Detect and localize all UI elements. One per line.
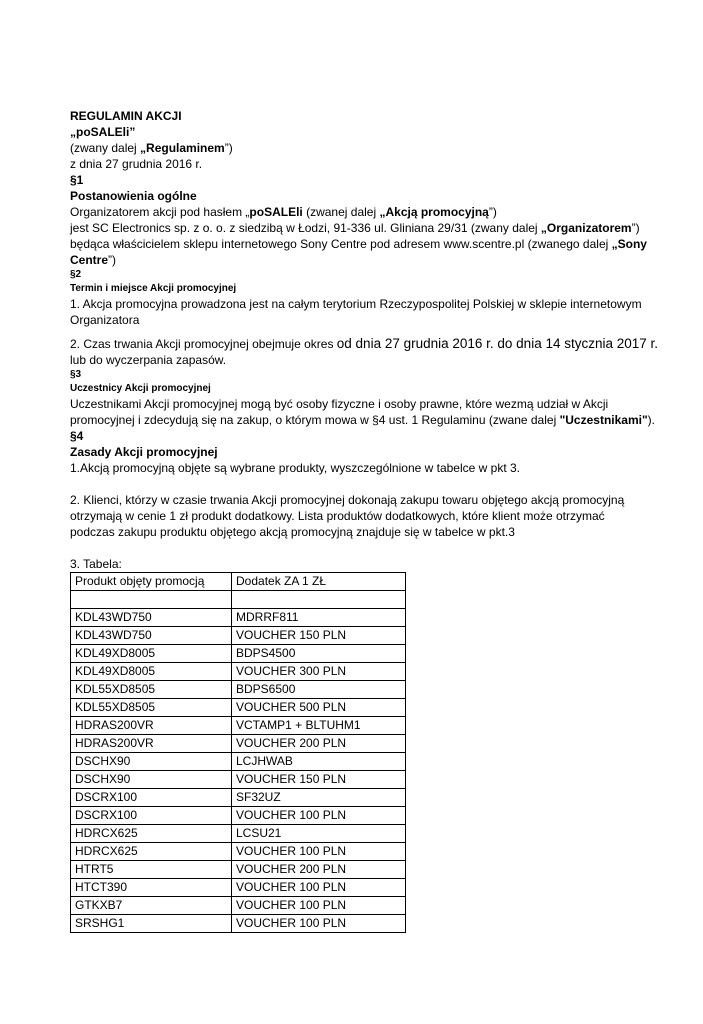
table-cell-addon: LCSU21: [232, 825, 406, 843]
section-4-para-2-line-2: otrzymają w cenie 1 zł produkt dodatkowy. Lista produktów dodatkowych, które klient może otrzymać: [70, 509, 605, 523]
table-row: [71, 807, 406, 825]
section-2-para-1-line-1: 1. Akcja promocyjna prowadzona jest na całym terytorium Rzeczypospolitej Polskiej w sklepie internetowym: [70, 297, 642, 311]
table-row: [71, 753, 406, 771]
table-cell-addon: SF32UZ: [232, 789, 406, 807]
section-1-line-3: będąca właścicielem sklepu internetowego Sony Centre pod adresem www.scentre.pl (zwanego dalej „Sony: [70, 237, 647, 251]
table-row: [71, 681, 406, 699]
section-2-number: §2: [70, 269, 82, 280]
section-1-line-1: Organizatorem akcji pod hasłem „poSALEli (zwanej dalej „Akcją promocyjną”): [70, 205, 497, 219]
title-alias: (zwany dalej „Regulaminem”): [70, 141, 233, 155]
section-4-heading: Zasady Akcji promocyjnej: [70, 445, 218, 459]
table-cell-addon: VOUCHER 100 PLN: [232, 879, 406, 897]
section-1-number: §1: [70, 173, 84, 187]
section-1-line-4: Centre”): [70, 253, 117, 267]
table-cell-addon: VOUCHER 100 PLN: [232, 843, 406, 861]
table-caption: 3. Tabela:: [70, 557, 122, 571]
table-cell-product: [71, 591, 232, 609]
section-4-para-2-line-1: 2. Klienci, którzy w czasie trwania Akcji promocyjnej dokonają zakupu towaru objętego akcją promocyjną: [70, 493, 625, 507]
title-date: z dnia 27 grudnia 2016 r.: [70, 157, 203, 171]
table-row: [71, 645, 406, 663]
table-row: [71, 897, 406, 915]
table-cell-product: DSCRX100: [71, 807, 232, 825]
section-4-para-2-line-3: podczas zakupu produktu objętego akcją promocyjną znajduje się w tabelce w pkt.3: [70, 525, 515, 539]
table-cell-product: HTCT390: [71, 879, 232, 897]
table-row: [71, 825, 406, 843]
table-cell-product: DSCRX100: [71, 789, 232, 807]
table-row: [71, 789, 406, 807]
table-cell-product: SRSHG1: [71, 915, 232, 933]
table-cell-product: HDRAS200VR: [71, 735, 232, 753]
table-row: [71, 771, 406, 789]
table-row: [71, 627, 406, 645]
doc-title: REGULAMIN AKCJI: [70, 109, 182, 123]
section-4-number: §4: [70, 429, 84, 443]
table-row: [71, 735, 406, 753]
table-cell-addon: VOUCHER 200 PLN: [232, 861, 406, 879]
section-3-line-2: promocyjnej i zdecydują się na zakup, o którym mowa w §4 ust. 1 Regulaminu (zwane dalej "Uczestnikami").: [70, 413, 655, 427]
table-cell-addon: VOUCHER 300 PLN: [232, 663, 406, 681]
table-cell-product: HDRCX625: [71, 825, 232, 843]
table-cell-addon: VOUCHER 100 PLN: [232, 897, 406, 915]
section-1-heading: Postanowienia ogólne: [70, 189, 197, 203]
table-cell-product: DSCHX90: [71, 753, 232, 771]
table-row: [71, 591, 406, 609]
table-cell-product: KDL49XD8005: [71, 645, 232, 663]
table-cell-product: KDL43WD750: [71, 609, 232, 627]
table-cell-product: DSCHX90: [71, 771, 232, 789]
table-cell-addon: MDRRF811: [232, 609, 406, 627]
table-row: [71, 609, 406, 627]
section-3-number: §3: [70, 369, 82, 380]
table-row: [71, 717, 406, 735]
table-cell-addon: VOUCHER 100 PLN: [232, 807, 406, 825]
table-cell-addon: VCTAMP1 + BLTUHM1: [232, 717, 406, 735]
table-header-product: Produkt objęty promocją: [71, 573, 232, 591]
section-2-para-2-line-1: 2. Czas trwania Akcji promocyjnej obejmuje okres od dnia 27 grudnia 2016 r. do dnia 14 stycznia 2017 r.: [70, 336, 659, 351]
table-cell-product: KDL49XD8005: [71, 663, 232, 681]
table-row: [71, 915, 406, 933]
promo-name: „poSALEli”: [70, 125, 136, 139]
table-cell-addon: VOUCHER 500 PLN: [232, 699, 406, 717]
table-cell-product: HDRCX625: [71, 843, 232, 861]
table-cell-addon: BDPS4500: [232, 645, 406, 663]
table-cell-product: KDL55XD8505: [71, 681, 232, 699]
table-cell-addon: VOUCHER 200 PLN: [232, 735, 406, 753]
section-2-heading: Termin i miejsce Akcji promocyjnej: [70, 283, 237, 294]
table-row: [71, 663, 406, 681]
table-row: [71, 879, 406, 897]
table-cell-product: KDL55XD8505: [71, 699, 232, 717]
table-row: [71, 699, 406, 717]
table-cell-addon: [232, 591, 406, 609]
section-2-para-2-line-2: lub do wyczerpania zapasów.: [70, 353, 227, 367]
table-cell-addon: BDPS6500: [232, 681, 406, 699]
section-2-para-1-line-2: Organizatora: [70, 313, 140, 327]
section-4-para-1: 1.Akcją promocyjną objęte są wybrane produkty, wyszczególnione w tabelce w pkt 3.: [70, 461, 521, 475]
table-header-addon: Dodatek ZA 1 ZŁ: [232, 573, 406, 591]
table-cell-addon: VOUCHER 100 PLN: [232, 915, 406, 933]
section-1-line-2: jest SC Electronics sp. z o. o. z siedzibą w Łodzi, 91-336 ul. Gliniana 29/31 (zwany dalej „Organizatorem”): [70, 221, 640, 235]
table-row: [71, 861, 406, 879]
table-cell-addon: VOUCHER 150 PLN: [232, 627, 406, 645]
table-cell-product: GTKXB7: [71, 897, 232, 915]
table-cell-product: KDL43WD750: [71, 627, 232, 645]
promo-table: [70, 572, 406, 933]
table-cell-product: HTRT5: [71, 861, 232, 879]
section-3-heading: Uczestnicy Akcji promocyjnej: [70, 383, 211, 394]
table-cell-addon: VOUCHER 150 PLN: [232, 771, 406, 789]
document-page: [70, 108, 660, 933]
table-row: [71, 843, 406, 861]
table-header-row: [71, 573, 406, 591]
section-3-line-1: Uczestnikami Akcji promocyjnej mogą być osoby fizyczne i osoby prawne, które wezmą udział w Akcji: [70, 397, 609, 411]
table-cell-product: HDRAS200VR: [71, 717, 232, 735]
table-cell-addon: LCJHWAB: [232, 753, 406, 771]
